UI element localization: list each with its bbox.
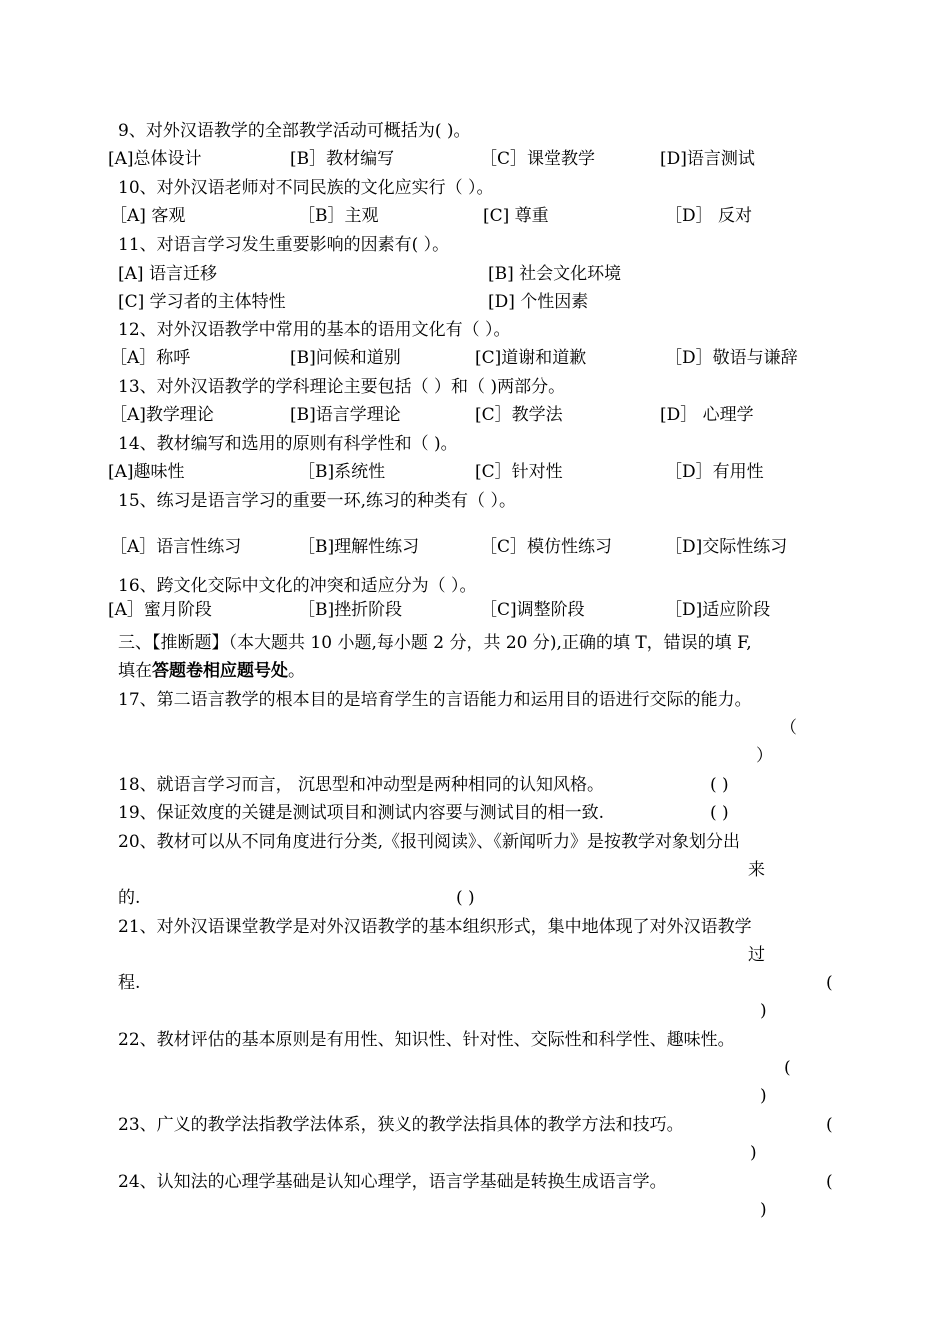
- question-9-option-c: ［C］课堂教学: [480, 149, 596, 169]
- section-3-heading: 三、【推断题】（本大题共 10 小题,每小题 2 分，共 20 分),正确的填 T，错误的填 F,: [118, 633, 752, 653]
- question-10-option-c: [C] 尊重: [483, 206, 549, 226]
- question-16-stem: 16、跨文化交际中文化的冲突和适应分为（ ）。: [118, 576, 477, 596]
- question-21-paren-open: (: [826, 973, 833, 993]
- question-14-option-b: ［B]系统性: [298, 462, 386, 482]
- question-18-answer-blank: ( ): [710, 775, 729, 795]
- question-11-stem: 11、对语言学习发生重要影响的因素有( ）。: [118, 235, 450, 255]
- question-9-option-b: [B］教材编写: [290, 149, 395, 169]
- question-15-option-d: ［D]交际性练习: [665, 537, 788, 557]
- section-3-instruction-post: 。: [288, 661, 305, 681]
- question-21-wrap: 过: [748, 945, 765, 965]
- question-17-paren-open: （: [780, 718, 797, 738]
- question-9-option-d: [D]语言测试: [660, 149, 755, 169]
- question-24-paren-close: ): [760, 1200, 767, 1220]
- question-9-option-a: [A]总体设计: [108, 149, 202, 169]
- question-14-option-d: ［D］有用性: [665, 462, 764, 482]
- question-20-text: 20、教材可以从不同角度进行分类,《报刊阅读》、《新闻听力》是按教学对象划分出: [118, 832, 741, 852]
- question-22-paren-close: ): [760, 1086, 767, 1106]
- section-3-instruction-pre: 填在: [118, 661, 152, 681]
- question-12-option-d: ［D］敬语与谦辞: [665, 348, 798, 368]
- question-21-text: 21、对外汉语课堂教学是对外汉语教学的基本组织形式，集中地体现了对外汉语教学: [118, 917, 752, 937]
- question-14-option-c: [C］针对性: [475, 462, 563, 482]
- question-12-option-a: ［A］称呼: [110, 348, 191, 368]
- question-11-option-a: [A] 语言迁移: [118, 264, 217, 284]
- question-16-option-c: ［C]调整阶段: [480, 600, 585, 620]
- question-24-paren-open: (: [826, 1172, 833, 1192]
- section-3-answer-sheet-note: 答题卷相应题号处: [152, 661, 288, 681]
- question-17-paren-close: ）: [756, 746, 773, 766]
- question-19-text: 19、保证效度的关键是测试项目和测试内容要与测试目的相一致.: [118, 803, 605, 823]
- question-13-option-a: ［A]教学理论: [110, 405, 214, 425]
- section-3-instruction: [118, 660, 305, 682]
- question-22-text: 22、教材评估的基本原则是有用性、知识性、针对性、交际性和科学性、趣味性。: [118, 1030, 735, 1050]
- question-23-text: 23、广义的教学法指教学法体系，狭义的教学法指具体的教学方法和技巧。: [118, 1115, 684, 1135]
- question-16-option-d: ［D]适应阶段: [665, 600, 771, 620]
- question-18-text: 18、就语言学习而言， 沉思型和冲动型是两种相同的认知风格。: [118, 775, 605, 795]
- question-13-stem: 13、对外汉语教学的学科理论主要包括（ ）和（ )两部分。: [118, 377, 566, 397]
- question-16-option-b: ［B]挫折阶段: [298, 600, 403, 620]
- question-12-option-c: [C]道谢和道歉: [475, 348, 587, 368]
- question-23-paren-close: ): [750, 1143, 757, 1163]
- question-23-paren-open: (: [826, 1115, 833, 1135]
- question-12-stem: 12、对外汉语教学中常用的基本的语用文化有（ ）。: [118, 320, 511, 340]
- question-19-answer-blank: ( ): [710, 803, 729, 823]
- question-11-option-c: [C] 学习者的主体特性: [118, 292, 286, 312]
- question-10-option-b: ［B］主观: [298, 206, 379, 226]
- question-10-option-a: ［A] 客观: [110, 206, 186, 226]
- question-20-wrap: 来: [748, 860, 765, 880]
- question-15-stem: 15、练习是语言学习的重要一环,练习的种类有（ ）。: [118, 491, 516, 511]
- question-15-option-c: ［C］模仿性练习: [480, 537, 613, 557]
- question-15-option-a: ［A］语言性练习: [110, 537, 242, 557]
- question-12-option-b: [B]问候和道别: [290, 348, 401, 368]
- question-10-stem: 10、对外汉语老师对不同民族的文化应实行（ ）。: [118, 178, 494, 198]
- question-10-option-d: ［D］ 反对: [665, 206, 753, 226]
- question-11-option-b: [B] 社会文化环境: [488, 264, 622, 284]
- question-20-continuation: 的.: [118, 888, 141, 908]
- question-9-stem: 9、对外汉语教学的全部教学活动可概括为( )。: [118, 121, 471, 141]
- question-13-option-c: [C］教学法: [475, 405, 563, 425]
- question-21-continuation: 程.: [118, 973, 141, 993]
- question-15-option-b: ［B]理解性练习: [298, 537, 420, 557]
- question-13-option-b: [B]语言学理论: [290, 405, 401, 425]
- question-22-paren-open: (: [784, 1058, 791, 1078]
- question-21-paren-close: ): [760, 1001, 767, 1021]
- question-14-stem: 14、教材编写和选用的原则有科学性和（ )。: [118, 434, 458, 454]
- question-20-answer-blank: ( ): [456, 888, 475, 908]
- question-14-option-a: [A]趣味性: [108, 462, 185, 482]
- question-11-option-d: [D] 个性因素: [488, 292, 589, 312]
- question-24-text: 24、认知法的心理学基础是认知心理学，语言学基础是转换生成语言学。: [118, 1172, 667, 1192]
- question-16-option-a: [A］蜜月阶段: [108, 600, 212, 620]
- question-13-option-d: [D］ 心理学: [660, 405, 754, 425]
- question-17-text: 17、第二语言教学的根本目的是培育学生的言语能力和运用目的语进行交际的能力。: [118, 690, 752, 710]
